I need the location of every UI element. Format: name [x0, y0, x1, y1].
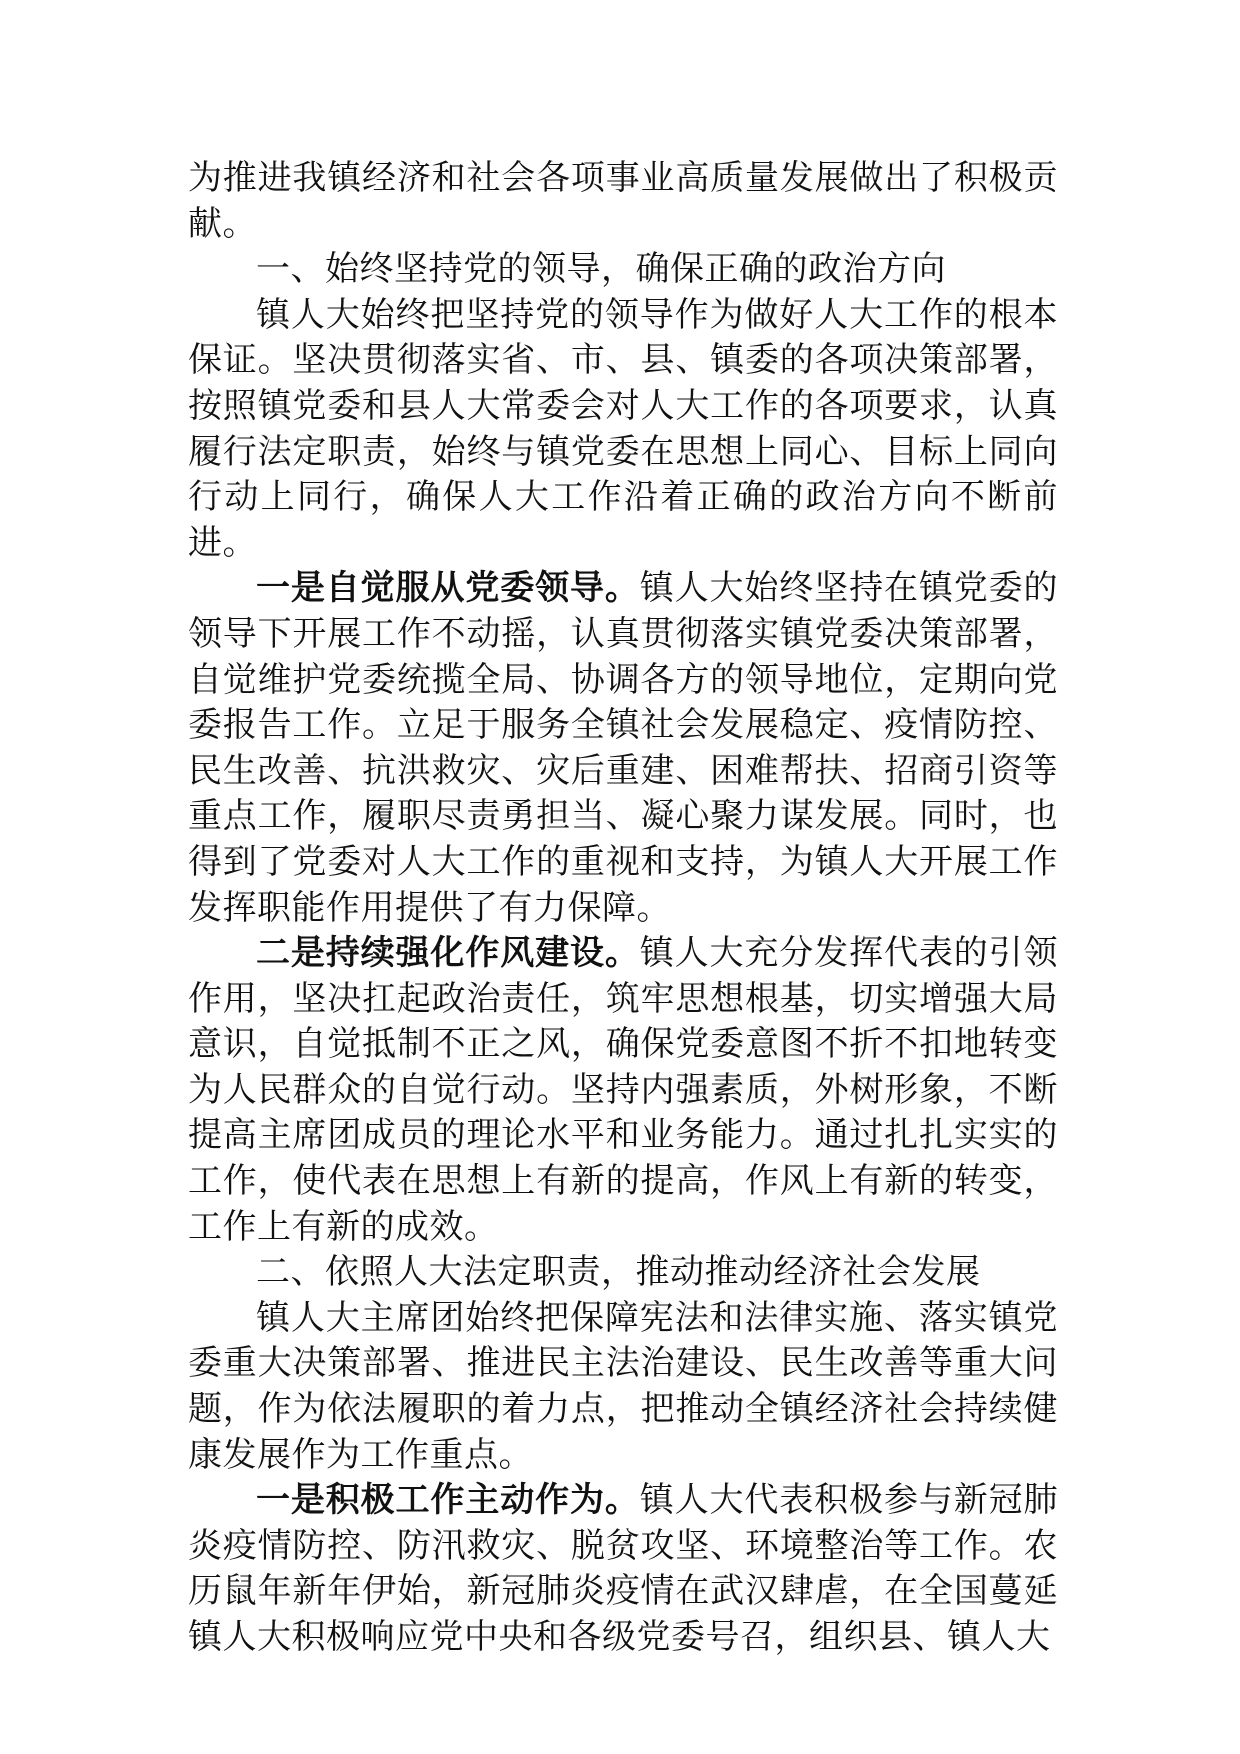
- section-heading-2: [188, 1250, 1058, 1296]
- paragraph-text: 镇人大始终把坚持党的领导作为做好人大工作的根本保证。坚决贯彻落实省、市、县、镇委的各项决策部署，按照镇党委和县人大常委会对人大工作的各项要求，认真履行法定职责，始终与镇党委在思想上同心、目标上同向行动上同行，确保人大工作沿着正确的政治方向不断前进。: [188, 294, 1058, 563]
- paragraph: [188, 1296, 1058, 1478]
- paragraph: [188, 566, 1058, 931]
- paragraph-text: 镇人大始终坚持在镇党委的领导下开展工作不动摇，认真贯彻落实镇党委决策部署，自觉维护党委统揽全局、协调各方的领导地位，定期向党委报告工作。立足于服务全镇社会发展稳定、疫情防控、民生改善、抗洪救灾、灾后重建、困难帮扶、招商引资等重点工作，履职尽责勇担当、凝心聚力谋发展。同时，也得到了党委对人大工作的重视和支持，为镇人大开展工作发挥职能作用提供了有力保障。: [188, 568, 1058, 928]
- paragraph-continuation: [188, 156, 1058, 247]
- paragraph-text: 镇人大代表积极参与新冠肺炎疫情防控、防汛救灾、脱贫攻坚、环境整治等工作。农历鼠年新年伊始，新冠肺炎疫情在武汉肆虐，在全国蔓延镇人大积极响应党中央和各级党委号召，组织县、镇人大: [188, 1480, 1058, 1657]
- section-heading-1: [188, 247, 1058, 293]
- paragraph: [188, 931, 1058, 1250]
- paragraph-text: 镇人大主席团始终把保障宪法和法律实施、落实镇党委重大决策部署、推进民主法治建设、民生改善等重大问题，作为依法履职的着力点，把推动全镇经济社会持续健康发展作为工作重点。: [188, 1297, 1058, 1475]
- paragraph-text: 为推进我镇经济和社会各项事业高质量发展做出了积极贡献。: [188, 158, 1058, 244]
- document-body: [188, 156, 1058, 1661]
- paragraph-lead: 一是积极工作主动作为。: [256, 1480, 640, 1521]
- heading-text: 一、始终坚持党的领导，确保正确的政治方向: [256, 249, 946, 290]
- paragraph-lead: 一是自觉服从党委领导。: [256, 568, 640, 609]
- paragraph: [188, 1478, 1058, 1660]
- paragraph-lead: 二是持续强化作风建设。: [256, 933, 640, 974]
- heading-text: 二、依照人大法定职责，推动推动经济社会发展: [256, 1252, 981, 1293]
- paragraph: [188, 293, 1058, 567]
- paragraph-text: 镇人大充分发挥代表的引领作用，坚决扛起政治责任，筑牢思想根基，切实增强大局意识，自觉抵制不正之风，确保党委意图不折不扣地转变为人民群众的自觉行动。坚持内强素质，外树形象，不断提高主席团成员的理论水平和业务能力。通过扎扎实实的工作，使代表在思想上有新的提高，作风上有新的转变，工作上有新的成效。: [188, 933, 1058, 1247]
